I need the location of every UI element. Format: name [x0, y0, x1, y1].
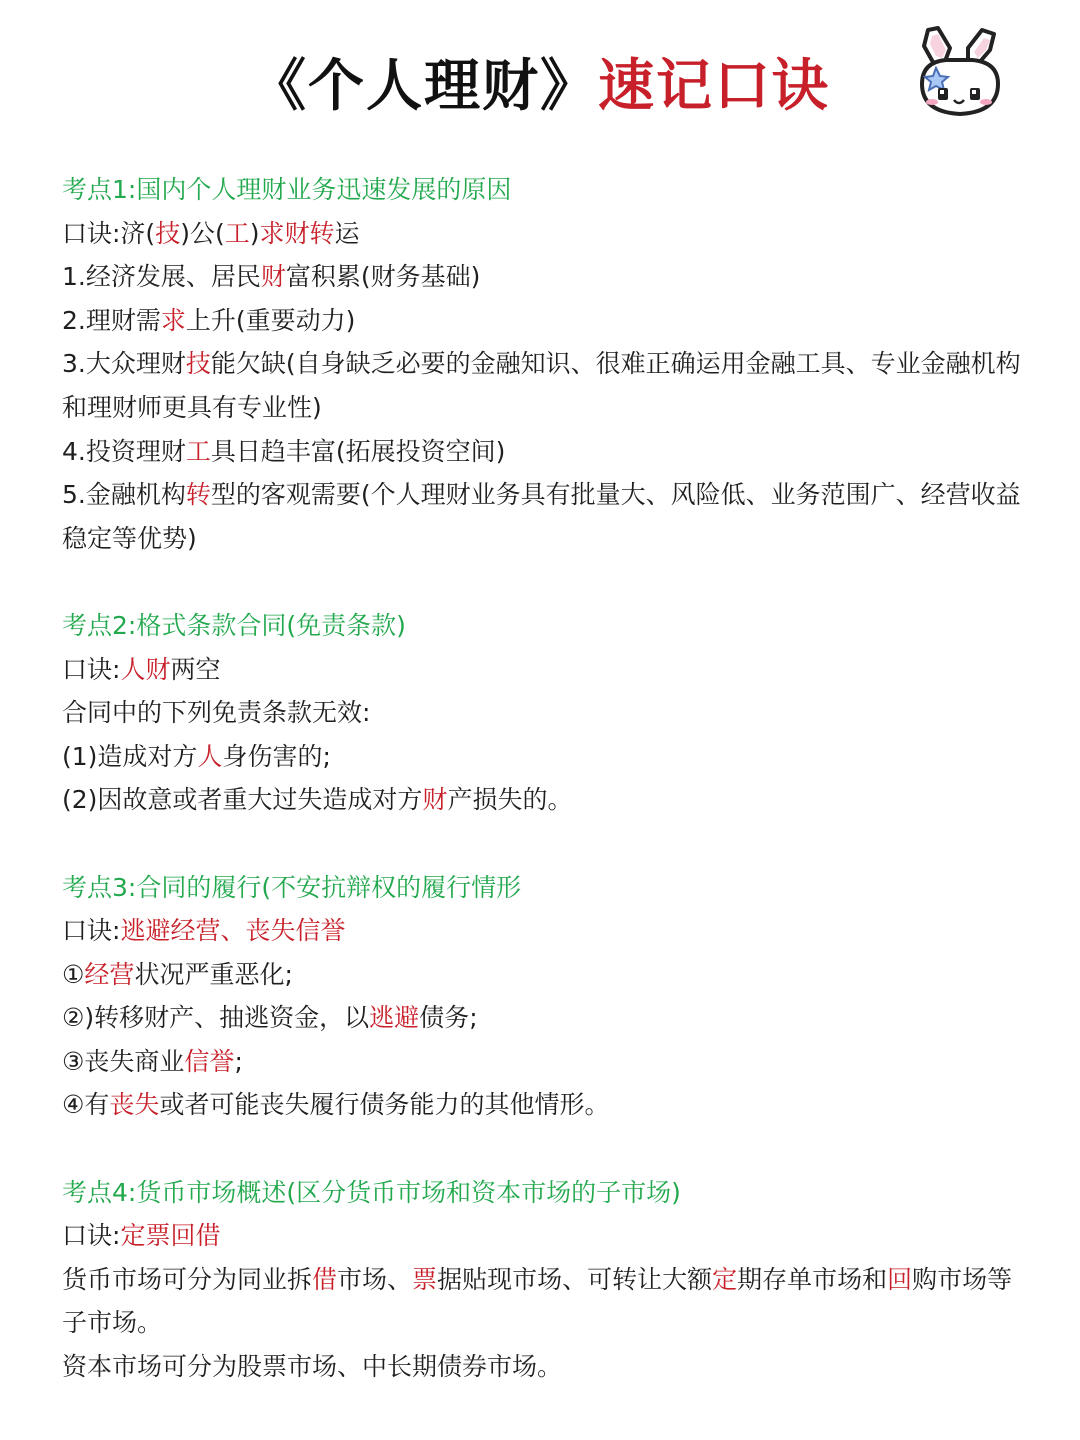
keyword-highlight: 信誉: [184, 1046, 235, 1076]
keyword-highlight: 逃避经营、丧失信誉: [120, 916, 346, 946]
pixel-bunny-icon: [898, 24, 1020, 124]
keyword-highlight: 财: [260, 262, 286, 292]
keyword-highlight: 财: [422, 785, 448, 815]
text-segment: 产损失的。: [447, 785, 573, 815]
text-segment: ②)转移财产、抽逃资金，以: [62, 1003, 370, 1033]
text-segment: 2.理财需: [62, 305, 161, 335]
exam-point-section: [62, 866, 1024, 1128]
note-line: [62, 1345, 1024, 1389]
note-line: [62, 691, 1024, 735]
note-line: [62, 299, 1024, 343]
text-segment: ): [249, 218, 260, 248]
text-segment: 据贴现市场、可转让大额: [437, 1264, 713, 1294]
keyword-highlight: 技: [185, 349, 211, 379]
text-segment: 能欠缺(自身缺乏必要的金融知识、很难正确运用金融工具、专业金融机构和理财师更具有专业性): [62, 349, 1021, 422]
text-segment: 购市场等子市场。: [62, 1264, 1013, 1338]
text-segment: ;: [234, 1046, 243, 1076]
keyword-highlight: 经营: [84, 959, 135, 989]
note-line: [62, 1258, 1024, 1345]
keyword-highlight: 逃避: [369, 1003, 420, 1033]
text-segment: 期存单市场和: [737, 1264, 888, 1294]
text-segment: 具日趋丰富(拓展投资空间): [210, 436, 506, 466]
keyword-highlight: 求: [160, 305, 186, 335]
exam-point-section: [62, 168, 1024, 560]
text-segment: (1)造成对方: [62, 741, 198, 771]
keyword-highlight: 人: [197, 741, 223, 771]
text-segment: ④有: [62, 1090, 110, 1120]
text-segment: 3.大众理财: [62, 349, 186, 379]
text-segment: 运: [334, 218, 360, 248]
text-segment: 4.投资理财: [62, 436, 186, 466]
note-line: [62, 1083, 1024, 1127]
note-line: [62, 473, 1024, 560]
keyword-highlight: 票: [412, 1264, 438, 1294]
exam-point-heading: 考点2:格式条款合同(免责条款): [62, 610, 406, 640]
text-segment: 状况严重恶化;: [134, 959, 293, 989]
text-segment: 资本市场可分为股票市场、中长期债券市场。: [62, 1352, 563, 1382]
note-line: [62, 996, 1024, 1040]
text-segment: 口诀:济(: [62, 218, 156, 248]
note-line: [62, 1040, 1024, 1084]
text-segment: 上升(重要动力): [185, 305, 356, 335]
note-line: [62, 778, 1024, 822]
keyword-highlight: 工: [185, 436, 211, 466]
keyword-highlight: 定: [712, 1264, 738, 1294]
title-part-1: 《个人理财》: [250, 53, 598, 119]
mnemonic-line: [62, 1214, 1024, 1258]
study-notes: [62, 168, 1024, 1432]
text-segment: 身伤害的;: [222, 741, 331, 771]
keyword-highlight: 回: [887, 1264, 913, 1294]
text-segment: 口诀:: [62, 1221, 121, 1251]
exam-point-heading: 考点3:合同的履行(不安抗辩权的履行情形: [62, 872, 522, 902]
text-segment: 或者可能丧失履行债务能力的其他情形。: [159, 1090, 610, 1120]
exam-point-section: [62, 604, 1024, 822]
text-segment: 货币市场可分为同业拆: [62, 1264, 313, 1294]
text-segment: 口诀:: [62, 916, 121, 946]
keyword-highlight: 求财转: [259, 218, 335, 248]
text-segment: ③丧失商业: [62, 1046, 185, 1076]
note-line: [62, 255, 1024, 299]
text-segment: 口诀:: [62, 654, 121, 684]
text-segment: 市场、: [337, 1264, 413, 1294]
note-line: [62, 342, 1024, 429]
keyword-highlight: 丧失: [109, 1090, 160, 1120]
keyword-highlight: 人财: [120, 654, 171, 684]
text-segment: (2)因故意或者重大过失造成对方: [62, 785, 423, 815]
text-segment: ①: [62, 959, 85, 989]
mnemonic-line: [62, 648, 1024, 692]
text-segment: )公(: [180, 218, 225, 248]
keyword-highlight: 技: [155, 218, 181, 248]
text-segment: 两空: [170, 654, 221, 684]
keyword-highlight: 工: [224, 218, 250, 248]
text-segment: 富积累(财务基础): [285, 262, 481, 292]
text-segment: 1.经济发展、居民: [62, 262, 261, 292]
keyword-highlight: 转: [185, 480, 211, 510]
text-segment: 债务;: [419, 1003, 478, 1033]
exam-point-heading: 考点1:国内个人理财业务迅速发展的原因: [62, 175, 512, 204]
text-segment: 合同中的下列免责条款无效:: [62, 698, 371, 728]
mnemonic-line: [62, 212, 1024, 256]
mnemonic-line: [62, 909, 1024, 953]
title-part-2: 速记口诀: [598, 53, 830, 119]
text-segment: 型的客观需要(个人理财业务具有批量大、风险低、业务范围广、经营收益稳定等优势): [62, 480, 1021, 553]
note-line: [62, 735, 1024, 779]
keyword-highlight: 借: [312, 1264, 338, 1294]
note-line: [62, 430, 1024, 474]
exam-point-heading: 考点4:货币市场概述(区分货币市场和资本市场的子市场): [62, 1177, 681, 1207]
note-line: [62, 953, 1024, 997]
keyword-highlight: 定票回借: [120, 1221, 221, 1251]
text-segment: 5.金融机构: [62, 480, 186, 510]
exam-point-section: [62, 1171, 1024, 1389]
